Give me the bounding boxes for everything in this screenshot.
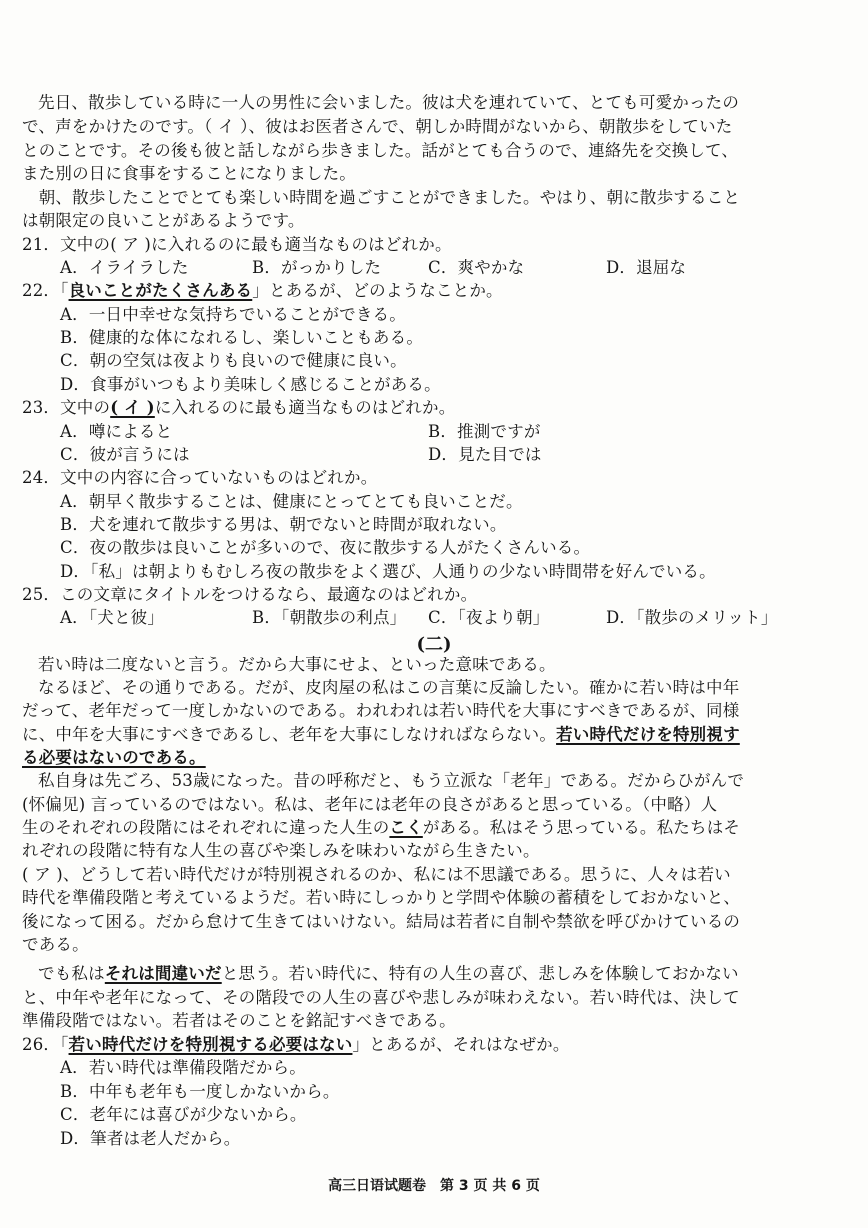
passage2-text: でも私は <box>38 964 105 983</box>
q24-option-b: B．犬を連れて散歩する男は、朝でないと時間が取れない。 <box>60 515 507 534</box>
q26-option-d: D．筆者は老人だから。 <box>60 1129 241 1148</box>
q21-option-c: C．爽やかな <box>428 258 525 277</box>
passage2-underlined-claim: 若い時代だけを特別視す <box>556 725 740 744</box>
passage2-line: と、中年や老年になって、その階段での人生の喜びや悲しみが味わえない。若い時代は、決して <box>22 988 740 1007</box>
passage2-line: 準備段階ではない。若者はそのことを銘記すべきである。 <box>22 1011 456 1030</box>
passage2-underlined-mistake: それは間違いだ <box>104 964 222 983</box>
page-footer: 高三日语试题卷 第 3 页 共 6 页 <box>328 1178 540 1194</box>
q21-option-a: A．イライラした <box>60 258 189 277</box>
passage2-line: だって、老年だって一度しかないのである。われわれは若い時代を大事にすべきであるが、同様 <box>22 701 740 720</box>
passage2-text: に、中年を大事にすべきであるし、老年を大事にしなければならない。 <box>22 725 557 744</box>
q26-option-a: A．若い時代は準備段階だから。 <box>60 1058 306 1077</box>
q24-option-c: C．夜の散歩は良いことが多いので、夜に散歩する人がたくさんいる。 <box>60 538 591 557</box>
question-24-stem: 24．文中の内容に合っていないものはどれか。 <box>22 468 378 487</box>
q23-option-c: C．彼が言うには <box>60 445 190 464</box>
q23-number: 23．文中の <box>22 398 111 417</box>
q22-option-b: B．健康的な体になれるし、楽しいこともある。 <box>60 328 424 347</box>
section-2-title: (二) <box>416 634 452 655</box>
passage2-line: (怀偏见) 言っているのではない。私は、老年には老年の良さがあると思っている。（中略）人 <box>22 795 718 814</box>
q25-option-a: A．「犬と彼」 <box>60 608 165 627</box>
q22-option-c: C．朝の空気は夜よりも良いので健康に良い。 <box>60 351 407 370</box>
passage1-line: で、声をかけたのです。（ イ ）、彼はお医者さんで、朝しか時間がないから、朝散歩をしていた <box>22 117 733 136</box>
q26-option-c: C．老年には喜びが少ないから。 <box>60 1105 307 1124</box>
passage2-line: 後になって困る。だから怠けて生きてはいけない。結局は若者に自制や禁欲を呼びかけているの <box>22 912 741 931</box>
q21-option-b: B．がっかりした <box>252 258 382 277</box>
q23-option-b: B．推測ですが <box>428 422 541 441</box>
q26-option-b: B．中年も老年も一度しかないから。 <box>60 1082 340 1101</box>
passage1-line: とのことです。その後も彼と話しながら歩きました。話がとても合うので、連絡先を交換して、 <box>22 141 739 160</box>
question-23-stem <box>22 397 455 419</box>
q26-rest: 」とあるが、それはなぜか。 <box>352 1035 570 1054</box>
q22-rest: 」とあるが、どのようなことか。 <box>252 281 503 300</box>
q23-option-a: A．噂によると <box>60 422 173 441</box>
q22-underlined-phrase: 良いことがたくさんある <box>68 281 253 300</box>
question-25-stem: 25．この文章にタイトルをつけるなら、最適なのはどれか。 <box>22 585 478 604</box>
passage2-line <box>38 963 739 985</box>
q22-option-d: D．食事がいつもより美味しく感じることがある。 <box>60 375 441 394</box>
q24-option-d: D．「私」は朝よりもむしろ夜の散歩をよく選び、人通りの少ない時間帯を好んでいる。 <box>60 562 716 581</box>
passage2-line: なるほど、その通りである。だが、皮肉屋の私はこの言葉に反論したい。確かに若い時は中年 <box>38 678 740 697</box>
passage2-underlined-claim-cont: る必要はないのである。 <box>22 748 206 767</box>
q22-option-a: A．一日中幸せな気持ちでいることができる。 <box>60 305 406 324</box>
passage2-text: と思う。若い時代に、特有の人生の喜び、悲しみを体験しておかない <box>221 964 739 983</box>
passage2-line <box>22 724 740 746</box>
passage1-line: は朝限定の良いことがあるようです。 <box>22 211 305 230</box>
passage2-text: がある。私はそう思っている。私たちはそ <box>422 818 741 837</box>
question-22-stem <box>22 280 503 302</box>
passage1-line: また別の日に食事をすることになりました。 <box>22 164 356 183</box>
q26-underlined-phrase: 若い時代だけを特別視する必要はない <box>68 1035 353 1054</box>
passage1-line: 先日、散歩している時に一人の男性に会いました。彼は犬を連れていて、とても可愛かったの <box>38 93 740 112</box>
passage2-line: 私自身は先ごろ、53歳になった。昔の呼称だと、もう立派な「老年」である。だからひがんで <box>38 771 745 790</box>
passage2-underlined-koku: こく <box>389 818 423 837</box>
q23-option-d: D．見た目では <box>428 445 542 464</box>
q22-number: 22．「 <box>22 281 69 300</box>
passage2-line: 若い時は二度ないと言う。だから大事にせよ、といった意味である。 <box>38 655 556 674</box>
q25-option-b: B．「朝散歩の利点」 <box>252 608 407 627</box>
q25-option-d: D．「散歩のメリット」 <box>606 608 778 627</box>
q26-number: 26．「 <box>22 1035 69 1054</box>
q21-option-d: D．退屈な <box>606 258 687 277</box>
q23-rest: に入れるのに最も適当なものはどれか。 <box>154 398 456 417</box>
passage2-line: 時代を準備段階と考えているようだ。若い時にしっかりと学問や体験の蓄積をしておかないと、 <box>22 888 741 907</box>
q25-option-c: C．「夜より朝」 <box>428 608 550 627</box>
q23-underlined-blank: ( イ ) <box>110 398 155 417</box>
passage2-line: れぞれの段階に特有な人生の喜びや楽しみを味わいながら生きたい。 <box>22 841 540 860</box>
passage2-text: 生のそれぞれの段階にはそれぞれに違った人生の <box>22 818 390 837</box>
question-21-stem: 21．文中の( ア )に入れるのに最も適当なものはどれか。 <box>22 235 452 254</box>
question-26-stem <box>22 1034 570 1056</box>
passage2-line <box>22 817 740 839</box>
passage1-line: 朝、散歩したことでとても楽しい時間を過ごすことができました。やはり、朝に散歩すること <box>22 188 741 207</box>
passage2-line: ( ア )、どうして若い時代だけが特別視されるのか、私には不思議である。思うに、人々は若い <box>22 865 731 884</box>
passage2-line: である。 <box>22 935 89 954</box>
q24-option-a: A．朝早く散歩することは、健康にとってとても良いことだ。 <box>60 492 523 511</box>
